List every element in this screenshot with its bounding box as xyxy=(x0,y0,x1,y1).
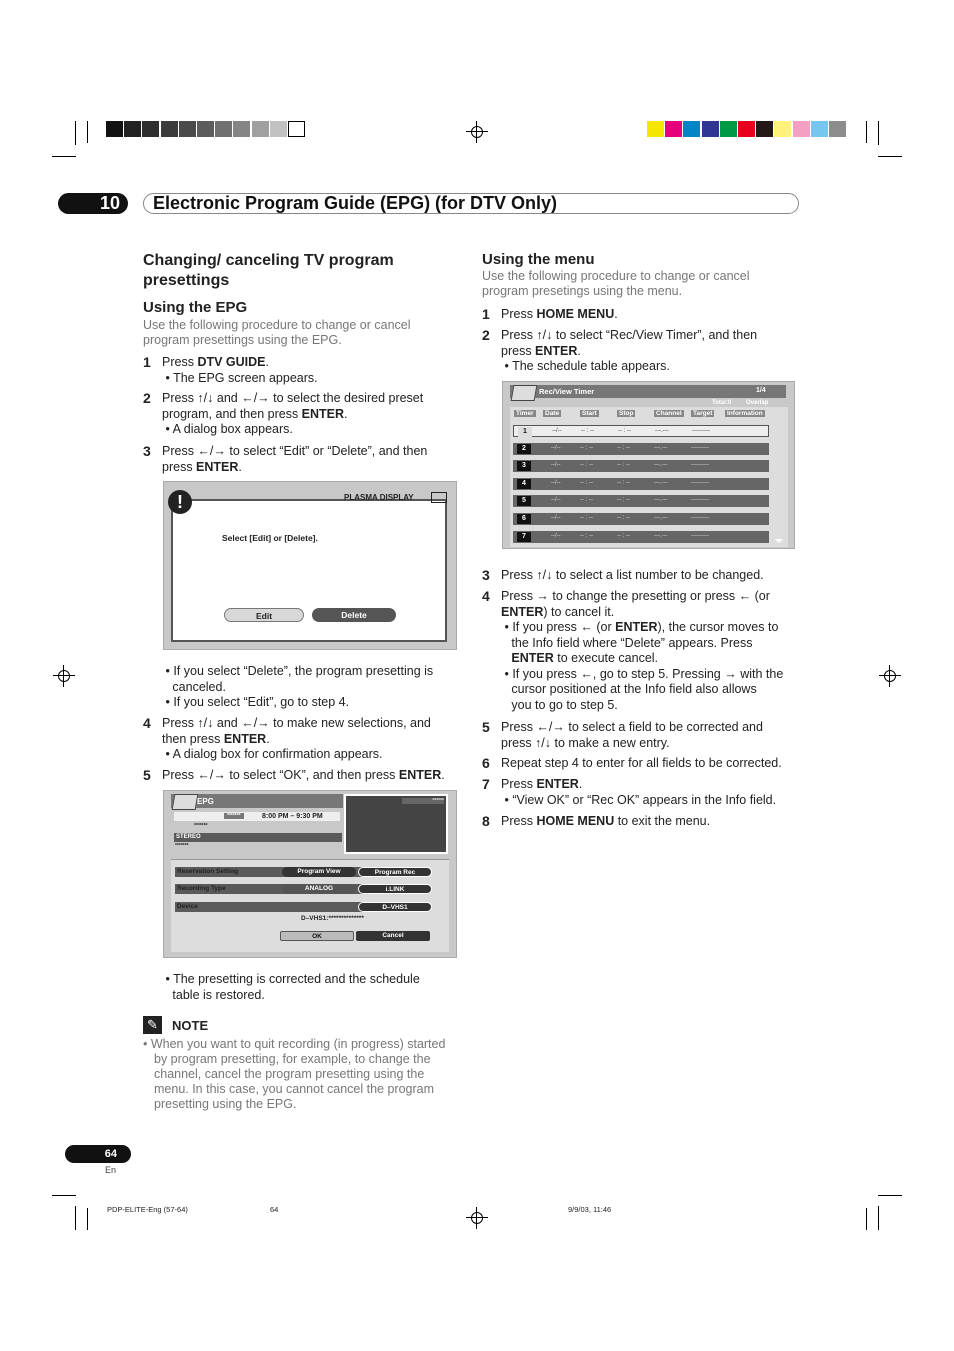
step-number: 1 xyxy=(482,306,490,322)
rv-cell: --/-- xyxy=(551,462,561,469)
step-text: Press ←/→ to select “OK”, and then press ENTER. xyxy=(162,768,445,782)
rv-cell: --/-- xyxy=(552,428,562,434)
rv-cell: --------- xyxy=(691,462,709,469)
step-text: Press ↑/↓ and ←/→ to select the desired preset program, and then press ENTER. • A dialog box appears. xyxy=(162,391,424,436)
program-view-option[interactable]: Program View xyxy=(282,867,356,877)
rv-cell: ---.--- xyxy=(654,515,668,521)
ok-button[interactable]: OK xyxy=(280,931,354,941)
timer-logo-icon xyxy=(511,385,538,401)
dialog-body xyxy=(171,499,447,642)
rv-column-header: Information xyxy=(727,410,763,417)
color-swatch xyxy=(179,121,196,137)
step-number: 3 xyxy=(143,443,151,459)
step-number: 4 xyxy=(482,588,490,604)
preview-title: ****** xyxy=(402,798,444,804)
color-swatch xyxy=(252,121,269,137)
step-text: Press HOME MENU to exit the menu. xyxy=(501,814,711,828)
device-label: Device xyxy=(177,903,198,910)
epg-edit-screen xyxy=(163,790,457,958)
rv-cell: ---.--- xyxy=(654,444,668,451)
step-number: 7 xyxy=(482,776,490,792)
ilink-option[interactable]: i.LINK xyxy=(358,884,432,894)
bullet-text: • If you select “Delete”, the program presetting is canceled. • If you select “Edit”, go to step 4. xyxy=(162,664,434,709)
program-time: 8:00 PM – 9:30 PM xyxy=(262,813,323,820)
rv-row-number: 6 xyxy=(517,514,531,524)
program-name: ******* xyxy=(194,823,208,829)
rv-cell: -- : -- xyxy=(617,462,630,469)
rv-cell: -- : -- xyxy=(580,462,593,469)
step-number: 5 xyxy=(482,719,490,735)
color-swatch xyxy=(829,121,846,137)
rv-table-row[interactable] xyxy=(513,513,769,525)
color-swatch xyxy=(793,121,810,137)
rv-cell: --/-- xyxy=(551,532,561,539)
rv-cell: --/-- xyxy=(551,479,561,486)
cancel-button[interactable]: Cancel xyxy=(356,931,430,941)
color-swatch xyxy=(665,121,682,137)
footer-page: 64 xyxy=(270,1205,279,1214)
color-swatch xyxy=(142,121,159,137)
color-swatch xyxy=(197,121,214,137)
epg-label: EPG xyxy=(197,797,214,806)
chapter-title: Electronic Program Guide (EPG) (for DTV Only) xyxy=(153,193,558,213)
step-number: 2 xyxy=(143,390,151,406)
step-number: 5 xyxy=(143,767,151,783)
step-text: Press DTV GUIDE. • The EPG screen appears. xyxy=(162,355,318,385)
rv-column-header: Date xyxy=(545,410,560,417)
rv-cell: -- : -- xyxy=(617,444,630,451)
step-text: Repeat step 4 to enter for all fields to be corrected. xyxy=(501,756,782,770)
stereo-label: STEREO xyxy=(176,834,201,840)
step-number: 1 xyxy=(143,354,151,370)
rv-column-header: Stop xyxy=(619,410,634,417)
rv-cell: -- : -- xyxy=(580,497,593,504)
rv-cell: --/-- xyxy=(551,497,561,504)
rv-cell: -- : -- xyxy=(581,428,594,434)
rv-cell: -- : -- xyxy=(580,532,593,539)
rv-cell: --------- xyxy=(691,532,709,539)
chapter-number: 10 xyxy=(58,193,128,214)
rv-cell: -- : -- xyxy=(618,428,631,434)
dvhs1-option[interactable]: D–VHS1 xyxy=(358,902,432,912)
display-icon xyxy=(431,492,447,503)
rv-column-header: Start xyxy=(582,410,597,417)
color-swatch xyxy=(288,121,305,137)
note-label: NOTE xyxy=(172,1018,209,1033)
rv-cell: -- : -- xyxy=(617,515,630,521)
dialog-brand: PLASMA DISPLAY xyxy=(344,493,414,502)
rv-cell: ---.--- xyxy=(654,532,668,539)
registration-mark-icon xyxy=(469,124,485,140)
subheading-using-menu: Using the menu xyxy=(482,251,595,268)
edit-button[interactable]: Edit xyxy=(224,608,304,622)
recording-type-label: Recording Type xyxy=(177,885,226,892)
rv-row-number: 5 xyxy=(517,496,531,506)
registration-mark-icon xyxy=(469,1210,485,1226)
rv-cell: -- : -- xyxy=(580,479,593,486)
rv-cell: -- : -- xyxy=(580,515,593,521)
rv-column-header: Timer xyxy=(516,410,534,417)
analog-option[interactable]: ANALOG xyxy=(282,884,356,894)
color-swatch xyxy=(270,121,287,137)
page-lang: En xyxy=(105,1165,117,1175)
program-rec-option[interactable]: Program Rec xyxy=(358,867,432,877)
section-heading: Changing/ canceling TV program presettings xyxy=(143,252,394,289)
footer-date: 9/9/03, 11:46 xyxy=(568,1205,612,1214)
color-swatch xyxy=(106,121,123,137)
footer-file: PDP-ELITE-Eng (57-64) xyxy=(107,1205,188,1214)
menu-intro: Use the following procedure to change or cancel program presetings using the menu. xyxy=(482,269,750,298)
delete-button[interactable]: Delete xyxy=(312,608,396,622)
rv-row-number: 1 xyxy=(518,427,532,437)
note-icon: ✎ xyxy=(143,1016,162,1034)
step-text: Press → to change the presetting or press ← (or ENTER) to cancel it. • If you press ← (or ENTER), the cursor moves to the Info field where “Delete” appears. Press ENTER to execute cancel. • If you press ←, go to step 5. Pressing → with the cursor positioned at the Info field also allows you to go to step 5. xyxy=(501,589,784,712)
dialog-message: Select [Edit] or [Delete]. xyxy=(222,533,318,543)
rv-cell: --/-- xyxy=(551,444,561,451)
rv-cell: -- : -- xyxy=(580,444,593,451)
color-swatch xyxy=(811,121,828,137)
rv-table-row[interactable] xyxy=(513,495,769,507)
step-text: Press ↑/↓ to select a list number to be changed. xyxy=(501,568,764,582)
device-name: D–VHS1:************** xyxy=(301,915,364,922)
rv-cell: ---.--- xyxy=(654,479,668,486)
rv-title: Rec/View Timer xyxy=(539,387,595,396)
step-text: Press HOME MENU. xyxy=(501,307,618,321)
registration-mark-icon xyxy=(56,668,72,684)
color-swatch xyxy=(720,121,737,137)
step-number: 2 xyxy=(482,327,490,343)
rv-cell: --/-- xyxy=(551,515,561,521)
step-number: 6 xyxy=(482,755,490,771)
reservation-setting-label: Reservation Setting xyxy=(177,868,239,875)
rv-cell: --------- xyxy=(691,515,709,521)
epg-intro: Use the following procedure to change or cancel program presettings using the EPG. xyxy=(143,318,411,347)
color-swatch xyxy=(215,121,232,137)
bullet-text: • The presetting is corrected and the schedule table is restored. xyxy=(162,972,420,1002)
rv-overlap: Overlap xyxy=(746,400,769,406)
rv-column-header: Channel xyxy=(656,410,682,417)
rv-cell: --------- xyxy=(691,479,709,486)
subheading-using-epg: Using the EPG xyxy=(143,299,248,316)
rv-row-number: 3 xyxy=(517,461,531,471)
rv-cell: -- : -- xyxy=(617,532,630,539)
step-text: Press ←/→ to select “Edit” or “Delete”, and then press ENTER. xyxy=(162,444,428,474)
rv-table-row[interactable] xyxy=(513,425,769,437)
device-bar xyxy=(175,902,363,912)
color-swatch xyxy=(124,121,141,137)
rv-row-number: 7 xyxy=(517,532,531,542)
rv-cell: ---.--- xyxy=(655,428,669,434)
epg-logo-icon xyxy=(172,794,199,810)
note-text: • When you want to quit recording (in progress) started by program presetting, for example, to change the channel, cancel the program presetting using the menu. In this case, you cannot cancel the program presetting using the EPG. xyxy=(143,1037,446,1111)
color-swatch xyxy=(233,121,250,137)
page-number: 64 xyxy=(65,1145,131,1163)
step-number: 3 xyxy=(482,567,490,583)
program-channel: ******* xyxy=(224,813,244,819)
step-text: Press ENTER. • “View OK” or “Rec OK” appears in the Info field. xyxy=(501,777,777,807)
color-swatch xyxy=(683,121,700,137)
warning-icon: ! xyxy=(168,490,192,514)
rv-table-row[interactable] xyxy=(513,443,769,455)
color-swatch xyxy=(738,121,755,137)
step-text: Press ↑/↓ and ←/→ to make new selections, and then press ENTER. • A dialog box for confirmation appears. xyxy=(162,716,431,761)
rv-cell: -- : -- xyxy=(617,497,630,504)
rv-total: Total:0 xyxy=(712,400,732,406)
rv-page: 1/4 xyxy=(756,387,766,394)
rv-cell: ---.--- xyxy=(654,497,668,504)
step-text: Press ←/→ to select a field to be corrected and press ↑/↓ to make a new entry. xyxy=(501,720,763,750)
step-number: 4 xyxy=(143,715,151,731)
rv-column-header: Target xyxy=(693,410,713,417)
edit-delete-dialog xyxy=(163,481,457,650)
scroll-down-icon[interactable] xyxy=(775,539,783,543)
rv-table-row[interactable] xyxy=(513,531,769,543)
color-swatch xyxy=(756,121,773,137)
step-text: Press ↑/↓ to select “Rec/View Timer”, and then press ENTER. • The schedule table appears. xyxy=(501,328,758,373)
color-swatch xyxy=(774,121,791,137)
program-info: ******* xyxy=(175,843,189,849)
rv-cell: --------- xyxy=(692,428,710,434)
color-swatch xyxy=(647,121,664,137)
rv-cell: --------- xyxy=(691,497,709,504)
rv-row-number: 4 xyxy=(517,479,531,489)
rv-cell: ---.--- xyxy=(654,462,668,469)
rv-cell: --------- xyxy=(691,444,709,451)
registration-mark-icon xyxy=(882,668,898,684)
rv-table-row[interactable] xyxy=(513,478,769,490)
color-swatch xyxy=(702,121,719,137)
rv-table-row[interactable] xyxy=(513,460,769,472)
rv-row-number: 2 xyxy=(517,444,531,454)
rv-cell: -- : -- xyxy=(617,479,630,486)
color-swatch xyxy=(161,121,178,137)
step-number: 8 xyxy=(482,813,490,829)
rec-view-timer-screen xyxy=(502,381,795,549)
